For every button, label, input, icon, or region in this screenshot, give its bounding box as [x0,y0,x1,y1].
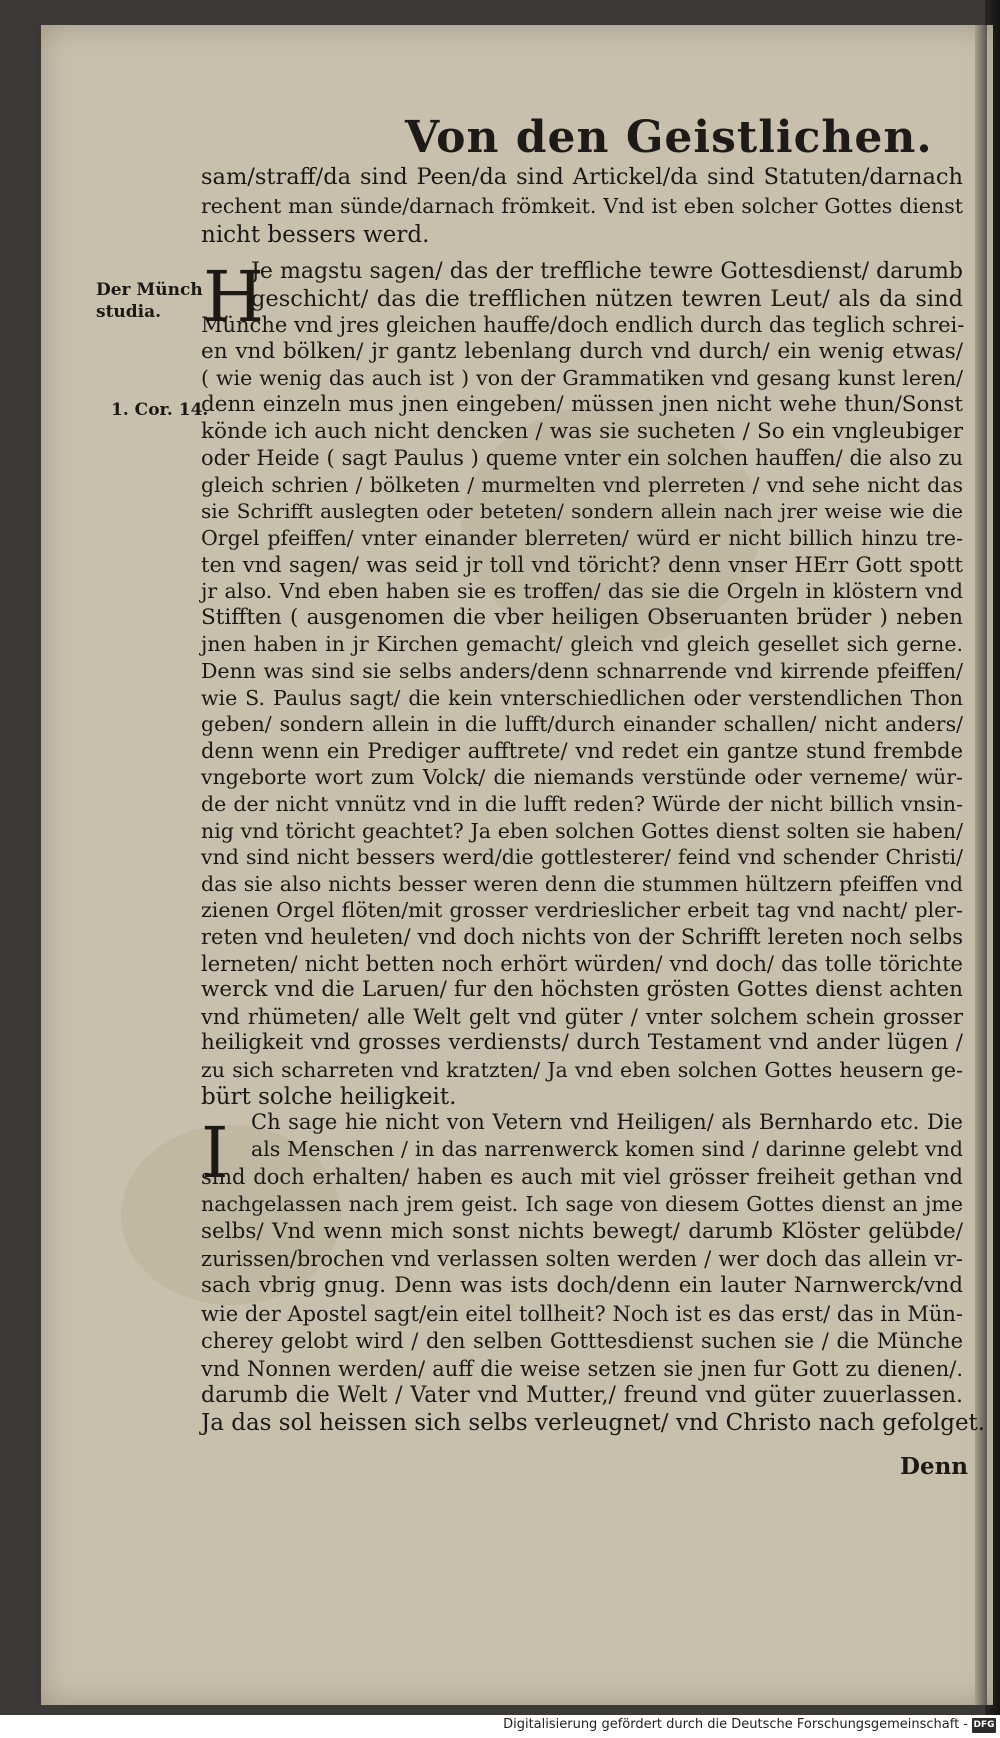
text-line: sam/straff/da sind Peen/da sind Artickel/da sind Statuten/darnach [201,164,963,190]
text-line: als Menschen / in das narrenwerck komen sind / darinne gelebt vnd [251,1137,963,1162]
footer-bar [0,1715,1000,1738]
dfg-logo: DFG [972,1718,996,1733]
text-line: reten vnd heuleten/ vnd doch nichts von der Schrifft lereten noch selbs [201,925,963,949]
text-line: ten vnd sagen/ was seid jr toll vnd töricht? denn vnser HErr Gott spott [201,552,963,577]
marginal-note-1-line-2: studia. [96,302,162,322]
text-line: vnd Nonnen werden/ auff die weise setzen sie jnen fur Gott zu dienen/. [201,1356,963,1381]
text-line: Je magstu sagen/ das der treffliche tewre Gottesdienst/ darumb [251,259,963,284]
marginal-note-1-line-1: Der Münch [96,280,203,300]
text-line: denn wenn ein Prediger aufftrete/ vnd redet ein gantze stund frembde [201,738,963,763]
text-line: ( wie wenig das auch ist ) von der Grammatiken vnd gesang kunst leren/ [201,366,963,391]
text-line: heiligkeit vnd grosses verdiensts/ durch Testament vnd ander lügen / [201,1030,963,1056]
text-line: Stifften ( ausgenomen die vber heiligen Obseruanten brüder ) neben [201,604,963,630]
text-line: Münche vnd jres gleichen hauffe/doch endlich durch das teglich schrei- [201,313,965,338]
text-line: das sie also nichts besser weren denn die stummen hültzern pfeiffen vnd [201,871,963,896]
text-line: Ch sage hie nicht von Vetern vnd Heiligen/ als Bernhardo etc. Die [251,1110,963,1134]
dropcap-i: I [201,1112,229,1194]
text-line: Denn was sind sie selbs anders/denn schnarrende vnd kirrende pfeiffen/ [201,659,963,683]
text-line: Ja das sol heissen sich selbs verleugnet/ vnd Christo nach gefolget. [201,1410,986,1437]
text-line: de der nicht vnnütz vnd in die lufft reden? Würde der nicht billich vnsin- [201,792,963,816]
dropcap-h: H [203,256,265,338]
text-line: cherey gelobt wird / den selben Gotttesdienst suchen sie / die Münche [201,1329,963,1354]
text-line: sach vbrig gnug. Denn was ists doch/denn ein lauter Narnwerck/vnd [201,1273,963,1299]
text-line: darumb die Welt / Vater vnd Mutter,/ freund vnd güter zuuerlassen. [201,1383,963,1408]
text-line: lerneten/ nicht betten noch erhört würden/ vnd doch/ das tolle törichte [201,951,963,976]
text-line: en vnd bölken/ jr gantz lebenlang durch vnd durch/ ein wenig etwas/ [201,338,963,364]
text-line: geben/ sondern allein in die lufft/durch einander schallen/ nicht anders/ [201,712,963,737]
text-line: nachgelassen nach jrem geist. Ich sage von diesem Gottes dienst an jme [201,1192,963,1217]
text-line: vnd rhümeten/ alle Welt gelt vnd güter / vnter solchem schein grosser [201,1004,963,1029]
text-line: Orgel pfeiffen/ vnter einander blerreten/ würd er nicht billich hinzu tre- [201,526,963,550]
text-line: jr also. Vnd eben haben sie es troffen/ das sie die Orgeln in klöstern vnd [201,579,963,604]
text-line: gleich schrien / bölketen / murmelten vnd plerreten / vnd sehe nicht das [201,472,963,497]
text-line: geschicht/ das die trefflichen nützen tewren Leut/ als da sind [251,285,963,312]
footer-credit: Digitalisierung gefördert durch die Deutsche Forschungsgemeinschaft - [503,1717,968,1732]
text-line: könde ich auch nicht dencken / was sie sucheten / So ein vngleubiger [201,418,963,444]
page-edge [975,25,987,1705]
text-line: wie der Apostel sagt/ein eitel tollheit? Noch ist es das erst/ das in Mün- [201,1301,963,1326]
text-line: nig vnd töricht geachtet? Ja eben solchen Gottes dienst solten sie haben/ [201,818,963,843]
text-line: zurissen/brochen vnd verlassen solten werden / wer doch das allein vr- [201,1247,963,1271]
text-line: wie S. Paulus sagt/ die kein vnterschiedlichen oder verstendlichen Thon [201,685,963,710]
text-line: zienen Orgel flöten/mit grosser verdrieslicher erbeit tag vnd nacht/ pler- [201,898,963,923]
text-line: nicht bessers werd. [201,222,430,248]
text-line: sind doch erhalten/ haben es auch mit viel grösser freiheit gethan vnd [201,1164,963,1189]
text-line: sie Schrifft auslegten oder beteten/ sondern allein nach jrer weise wie die [201,499,963,524]
text-line: vnd sind nicht bessers werd/die gottlesterer/ feind vnd schender Christi/ [201,845,963,870]
text-line: werck vnd die Laruen/ fur den höchsten grösten Gottes dienst achten [201,977,963,1003]
marginal-note-2: 1. Cor. 14. [111,400,209,420]
text-line: oder Heide ( sagt Paulus ) queme vnter ein solchen hauffen/ die also zu [201,446,963,471]
text-line: bürt solche heiligkeit. [201,1083,457,1110]
text-line: vngeborte wort zum Volck/ die niemands verstünde oder verneme/ wür- [201,765,963,790]
text-line: rechent man sünde/darnach frömkeit. Vnd ist eben solcher Gottes dienst [201,194,963,218]
text-line: denn einzeln mus jnen eingeben/ müssen jnen nicht wehe thun/Sonst [201,392,963,417]
catchword: Denn [900,1453,969,1480]
text-line: zu sich scharreten vnd kratzten/ Ja vnd eben solchen Gottes heusern ge- [201,1058,963,1082]
text-line: jnen haben in jr Kirchen gemacht/ gleich vnd gleich gesellet sich gerne. [201,632,963,657]
running-head: Von den Geistlichen. [405,112,933,163]
text-line: selbs/ Vnd wenn mich sonst nichts bewegt/ darumb Klöster gelübde/ [201,1218,963,1244]
